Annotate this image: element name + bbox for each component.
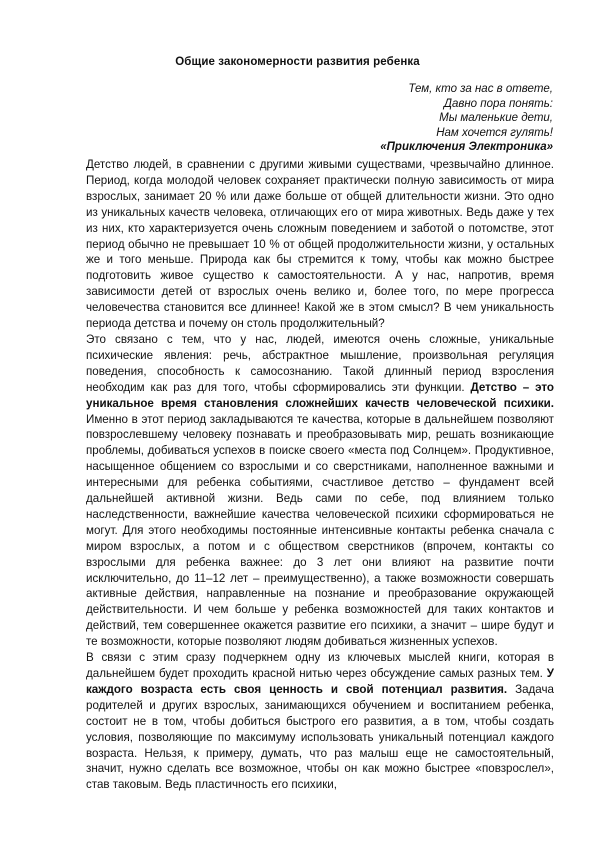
- epigraph-line: Тем, кто за нас в ответе,: [408, 83, 553, 95]
- paragraph-text: Это связано с тем, что у нас, людей, имеются очень сложные, уникальные психические явления: речь, абстрактное мышление, произвольная регуляция поведения, способность к самосознанию. Такой длинный период взросления необходим как раз для того, чтобы сформировались эти функции.: [86, 332, 554, 394]
- paragraph-2: [86, 332, 554, 650]
- paragraph-text: Задача родителей и других взрослых, занимающихся обучением и воспитанием ребенка, состоит не в том, чтобы добиться быстрого его развития, а в том, чтобы создать условия, позволяющие по максимуму использовать уникальный потенциал каждого возраста. Нельзя, к примеру, думать, что раз малыш еще не самостоятельный, значит, нужно сделать все возможное, чтобы он как можно быстрее «повзрослел», став таковым. Ведь пластичность его психики,: [86, 682, 554, 792]
- paragraph-text: В связи с этим сразу подчеркнем одну из ключевых мыслей книги, которая в дальнейшем будет проходить красной нитью через обсуждение самых разных тем.: [86, 651, 554, 680]
- emphasized-text: Детство – это уникальное время становления сложнейших качеств человеческой психики.: [86, 380, 554, 410]
- epigraph-line: Мы маленькие дети,: [439, 112, 553, 125]
- paragraph-3: [86, 650, 554, 793]
- document-title: Общие закономерности развития ребенка: [175, 56, 420, 68]
- document-body: [86, 157, 554, 793]
- emphasized-text: У каждого возраста есть своя ценность и свой потенциал развития.: [86, 667, 554, 696]
- epigraph-source: «Приключения Электроника»: [380, 141, 553, 154]
- epigraph: [380, 82, 553, 155]
- epigraph-line: Давно пора понять:: [443, 97, 553, 110]
- paragraph-text: Именно в этот период закладываются те качества, которые в дальнейшем позволяют повзрослевшему человеку познавать и преобразовывать мир, решать возникающие проблемы, добиваться успехов в поиске своего «места под Солнцем». Продуктивное, насыщенное общением со взрослыми и со сверстниками, наполненное важными и интересными для ребенка событиями, счастливое детство – фундамент всей дальнейшей активной жизни. Ведь сами по себе, под влиянием только наследственности, важнейшие качества человеческой психики сформироваться не могут. Для этого необходимы постоянные интенсивные контакты ребенка сначала с миром взрослых, а потом и с обществом сверстников (впрочем, контакты со взрослыми для ребенка важнее: до 3 лет они влияют на развитие почти исключительно, до 11–12 лет – преимущественно), а также возможности совершать активные действия, направленные на познание и преобразование окружающей действительности. И чем больше у ребенка возможностей для таких контактов и действий, тем совершеннее окажется развитие его психики, а значит – шире будут и те возможности, которые позволяют людям добиваться жизненных успехов.: [86, 412, 554, 649]
- paragraph-1: Детство людей, в сравнении с другими живыми существами, чрезвычайно длинное. Период, когда молодой человек сохраняет практически полную зависимость от мира взрослых, занимает 20 % или даже больше от общей длительности жизни. Это одно из уникальных качеств человека, отличающих его от мира животных. Ведь даже у тех из них, кто характеризуется очень сложным поведением и заботой о потомстве, этот период обычно не превышает 10 % от общей продолжительности жизни, у остальных же и того меньше. Природа как бы стремится к тому, чтобы как можно быстрее подготовить живое существо к самостоятельности. А у нас, напротив, время зависимости детей от взрослых очень велико и, более того, по мере прогресса человечества становится все длиннее! Какой же в этом смысл? В чем уникальность периода детства и почему он столь продолжительный?: [86, 158, 554, 331]
- epigraph-line: Нам хочется гулять!: [436, 126, 553, 139]
